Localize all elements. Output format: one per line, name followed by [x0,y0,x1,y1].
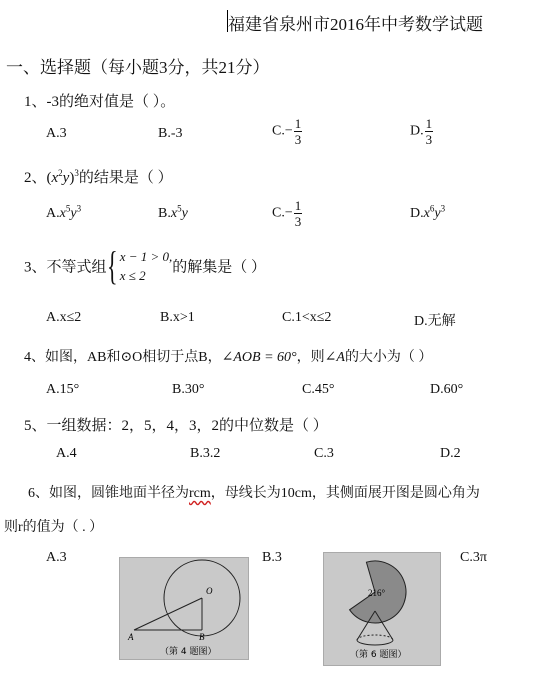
q1-option-d: D. $\frac{1}{3}$ [410,116,433,147]
question-3-stem: 3、不等式组{ x − 1 > 0, x ≤ 2 的解集是（ ） [24,243,267,288]
q6-option-c: C.3π [460,550,487,565]
q5-option-b: B.3.2 [190,446,221,461]
q2-option-b: $B.x^5y$ [158,203,188,221]
label-o: O [206,586,213,596]
segment-ao [134,598,202,630]
q3-option-d: D.无解 [414,314,456,329]
q3-option-a: A.x≤2 [46,310,82,325]
figure-4 [119,557,249,660]
q4-option-c: C.45° [302,382,335,397]
label-b: B [199,632,205,642]
question-4-stem: 4、如图，AB和⊙O相切于点B，∠AOB = 60°，则∠A的大小为（ ） [24,350,433,365]
q3-option-c: C.1<x≤2 [282,310,332,325]
page-title: 福建省泉州市2016年中考数学试题 [228,15,483,34]
q1-option-b: B.-3 [158,126,183,141]
q6-option-b: B.3 [262,550,282,565]
question-5-stem: 5、一组数据：2，5，4，3，2的中位数是（ ） [24,418,328,434]
figure-6-caption: （第 6 题图） [350,650,407,660]
q1-option-a: A.3 [46,126,67,141]
sector-angle-label: 216° [368,588,386,598]
q5-option-c: C.3 [314,446,334,461]
q2-option-d: $D.x^6y^3$ [410,203,446,221]
q4-option-a: A.15° [46,382,80,397]
cone-base-back [357,635,393,640]
question-6-stem: 6、如图，圆锥地面半径为rcm，母线长为10cm，其侧面展开图是圆心角为 [28,486,480,501]
q2-option-a: $A.x^5y^3$ [46,203,82,221]
q5-option-a: A.4 [56,446,77,461]
question-2-stem: 2、$(x^2y)^3$的结果是（ ） [24,168,173,186]
cone-base-front [357,640,393,645]
q4-option-b: B.30° [172,382,205,397]
label-a: A [128,632,134,642]
question-6-stem-line2: 则r的值为（ . ） [4,520,104,535]
q2-option-c: C.− $\frac{1}{3}$ [272,198,302,229]
question-1-stem: 1、-3的绝对值是（ ）。 [24,94,176,110]
figure-4-diagram [120,558,248,659]
q4-option-d: D.60° [430,382,464,397]
q6-option-a: A.3 [46,550,67,565]
figure-6-diagram [324,553,440,665]
q5-option-d: D.2 [440,446,461,461]
section-heading: 一、选择题（每小题3分，共21分） [6,58,270,77]
figure-6 [323,552,441,666]
q3-option-b: B.x>1 [160,310,195,325]
figure-4-caption: （第 4 题图） [160,647,217,657]
q1-option-c: C.− $\frac{1}{3}$ [272,116,302,147]
